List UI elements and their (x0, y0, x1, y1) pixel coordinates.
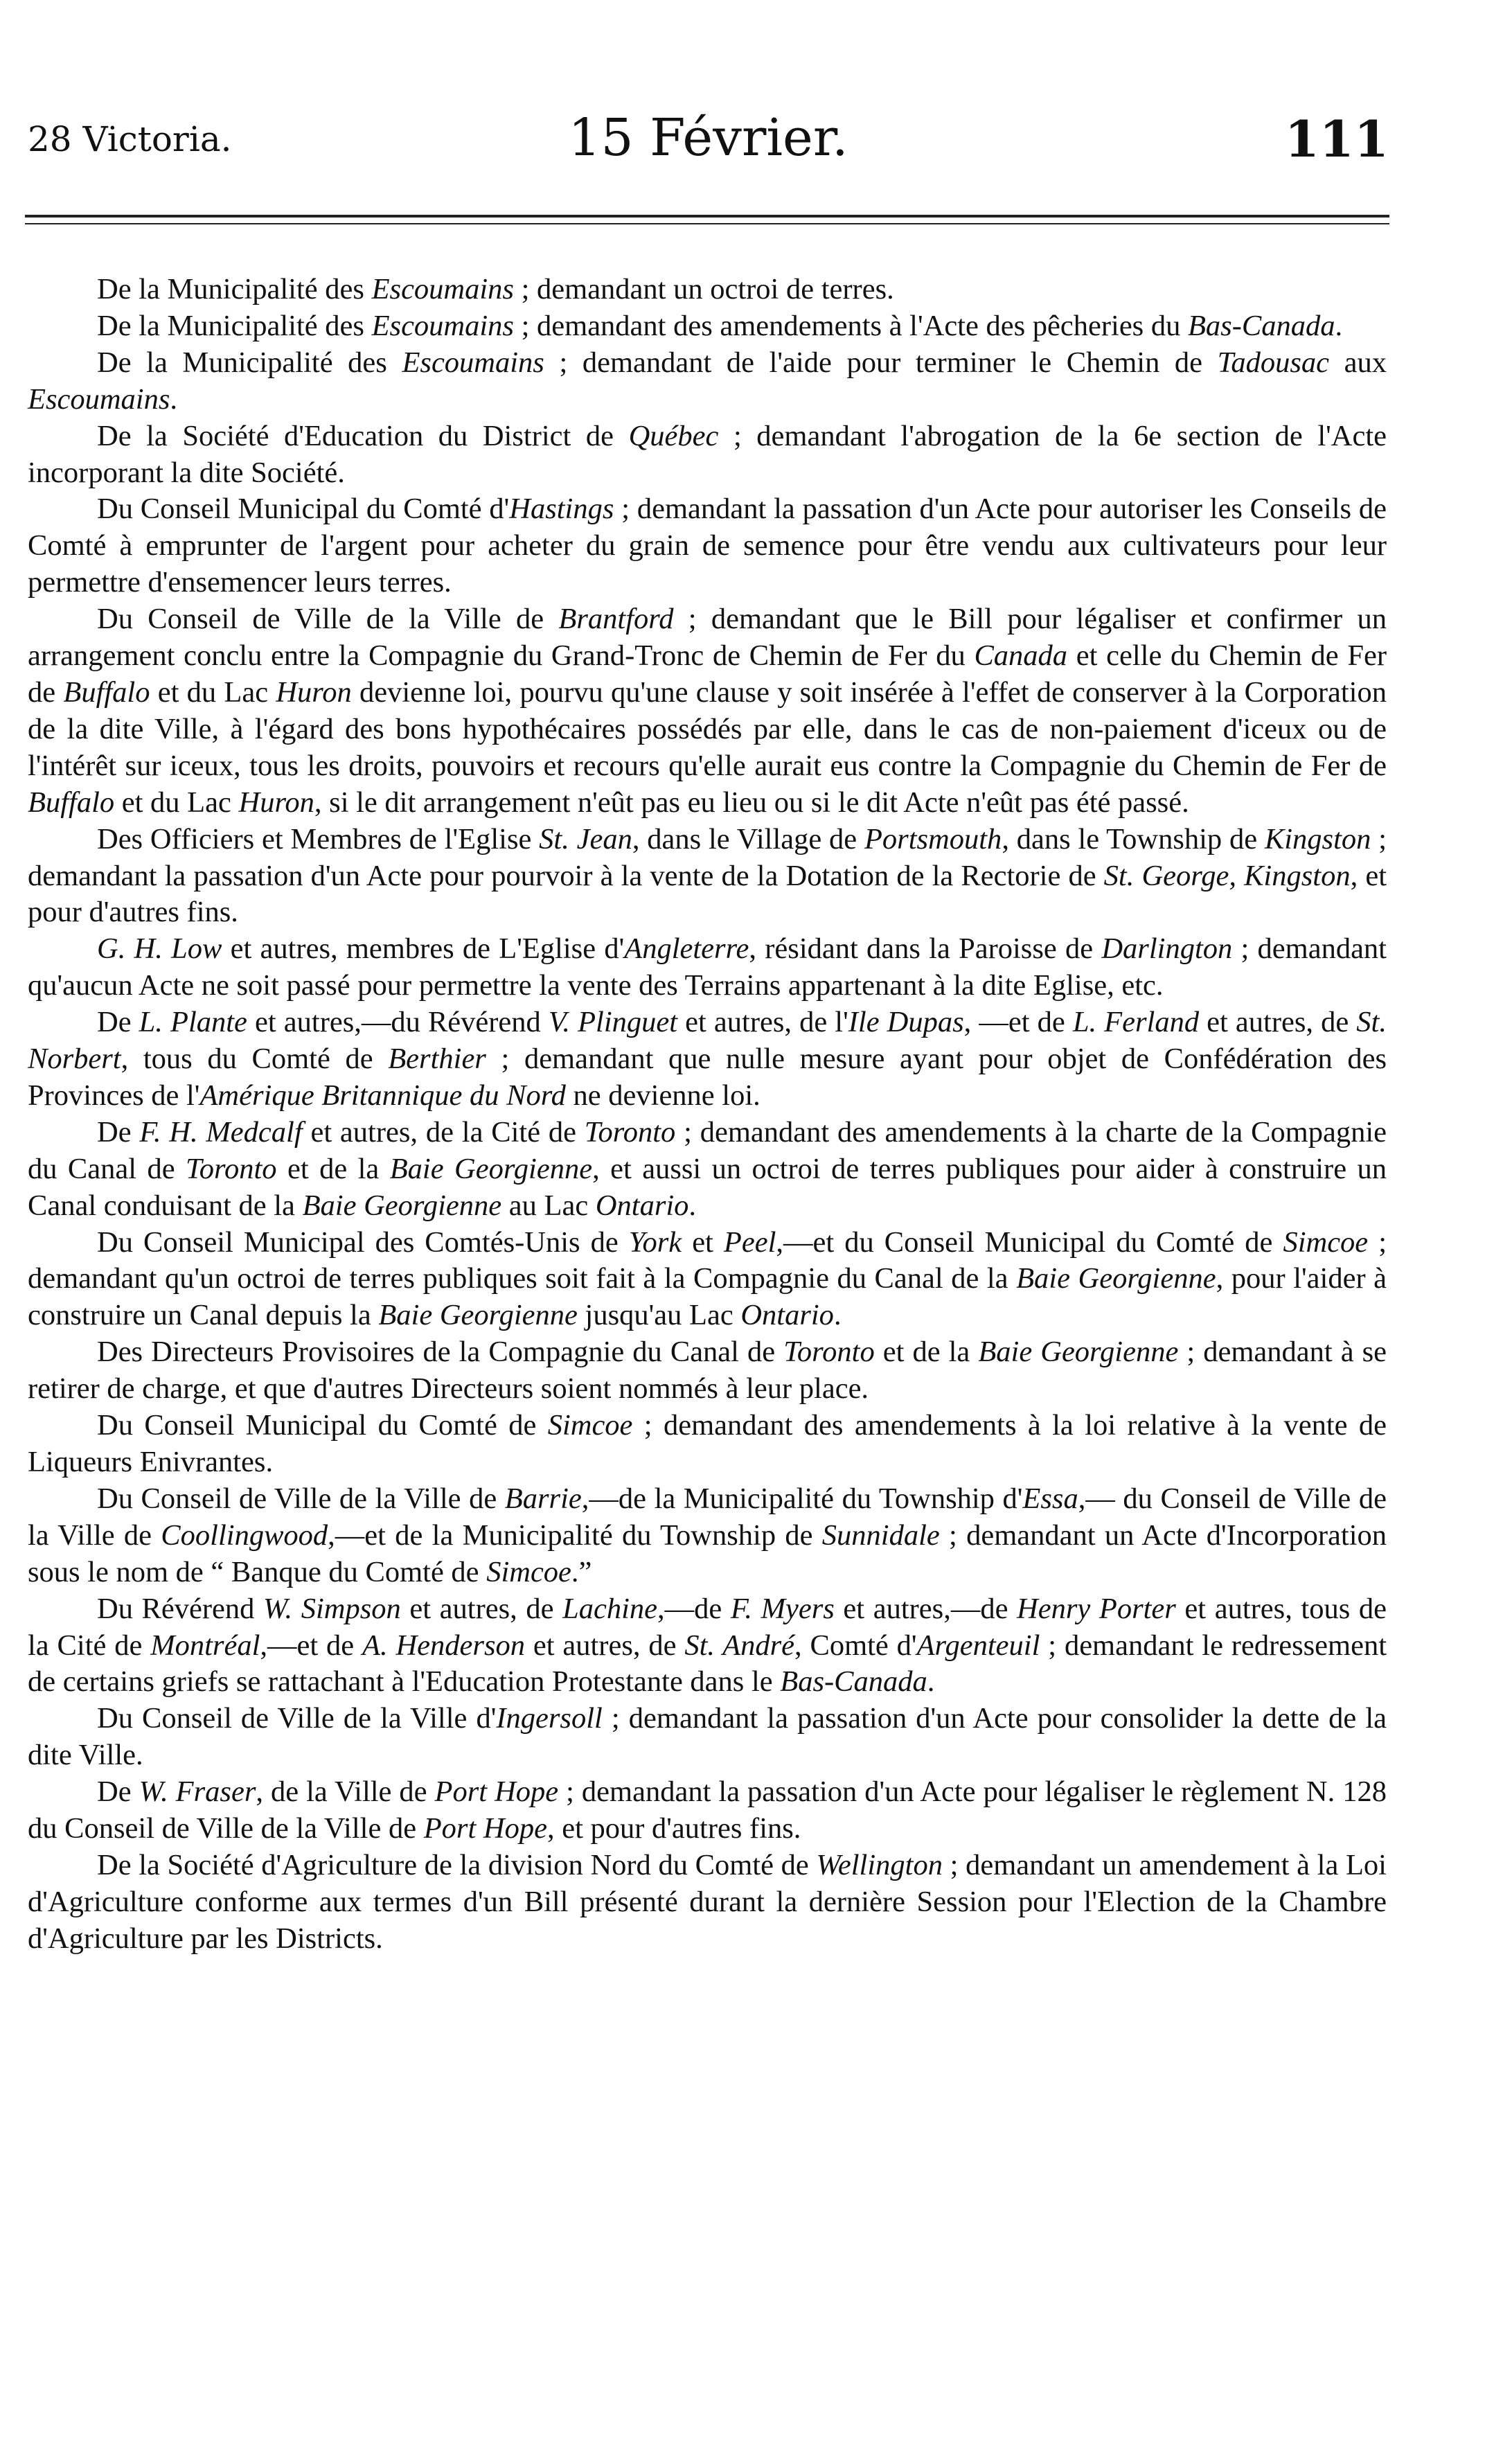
petition-paragraph (28, 1774, 1387, 1847)
text-run: ; demandant des amendements à la charte de la Compagnie du Canal de (28, 1115, 1387, 1185)
italic-name: Henry Porter (1017, 1592, 1176, 1625)
text-run: De la Municipalité des (97, 273, 372, 305)
text-run: ,—de (657, 1592, 731, 1625)
italic-name: Berthier (388, 1043, 486, 1076)
italic-name: Buffalo (28, 786, 115, 819)
text-run: devienne loi, pourvu qu'une clause y soit insérée à l'effet de conserver à la Corporation de la dite Ville, à l'égard des bons hypothécaires possédés par elle, dans le cas de non-paiement d'iceux ou de l'intérêt sur iceux, tous les droits, pouvoirs et recours qu'elle aurait eus contre la Compagnie du Chemin de Fer de (28, 675, 1387, 782)
text-run: et de la (874, 1336, 979, 1369)
text-run: .” (571, 1555, 592, 1588)
text-run: . (1335, 309, 1343, 342)
italic-name: Bas-Canada (780, 1665, 927, 1699)
italic-name: Wellington (816, 1848, 943, 1881)
italic-name: Huron (238, 786, 314, 819)
text-run: et autres, de la Cité de (302, 1115, 585, 1149)
italic-name: A. Henderson (362, 1629, 525, 1662)
italic-name: Baie Georgienne (978, 1336, 1179, 1369)
header-rule-thick (25, 215, 1389, 218)
petition-paragraph (28, 601, 1387, 821)
text-run: ; demandant un Acte d'Incorporation sous le nom de “ Banque du Comté de (28, 1518, 1387, 1588)
text-run: et autres, de l' (677, 1006, 848, 1039)
running-header (28, 104, 1389, 173)
italic-name: Toronto (584, 1115, 676, 1149)
text-run: , dans le Township de (1002, 822, 1265, 856)
text-run: , pour l'aider à construire un Canal depuis la (28, 1262, 1387, 1332)
text-run: ; demandant un octroi de terres. (513, 273, 894, 305)
page-number: 111 (1284, 109, 1389, 168)
text-run: Du Révérend (97, 1592, 263, 1625)
text-run: Des Officiers et Membres de l'Eglise (97, 822, 540, 856)
text-run: Du Conseil de Ville de la Ville de (97, 603, 559, 636)
text-run: , si le dit arrangement n'eût pas eu lieu ou si le dit Acte n'eût pas été passé. (314, 786, 1189, 819)
text-run: et du Lac (114, 786, 239, 819)
italic-name: Baie Georgienne (1016, 1262, 1216, 1295)
petition-paragraph (28, 1481, 1387, 1591)
text-run: ; demandant qu'un octroi de terres publiques soit fait à la Compagnie du Canal de la (28, 1225, 1387, 1295)
petitions-list (28, 272, 1387, 1958)
petition-paragraph (28, 1004, 1387, 1115)
italic-name: St. Norbert (28, 1006, 1387, 1076)
italic-name: Québec (628, 419, 719, 452)
italic-name: St. Jean (539, 822, 632, 856)
petition-paragraph (28, 272, 1387, 308)
italic-name: Tadousac (1217, 346, 1330, 379)
regnal-year: 28 Victoria. (28, 119, 232, 159)
italic-name: Canada (974, 639, 1068, 673)
text-run: , —et de (963, 1006, 1073, 1039)
text-run: Du Conseil de Ville de la Ville de (97, 1482, 505, 1515)
text-run: et autres, membres de L'Eglise d' (222, 932, 625, 966)
text-run: ne devienne loi. (565, 1079, 761, 1112)
text-run: . (170, 382, 178, 416)
text-run: ; demandant la passation d'un Acte pour pourvoir à la vente de la Dotation de la Rectorie de (28, 822, 1387, 892)
text-run: ; demandant que nulle mesure ayant pour objet de Confédération des Provinces de l' (28, 1043, 1387, 1112)
text-run: ; demandant que le Bill pour légaliser et confirmer un arrangement conclu entre la Compagnie du Grand-Tronc de Chemin de Fer du (28, 603, 1387, 673)
text-run: ; demandant des amendements à l'Acte des pêcheries du (513, 309, 1188, 342)
italic-name: W. Simpson (263, 1592, 401, 1625)
text-run: Du Conseil Municipal du Comté d' (97, 493, 510, 526)
text-run: . (927, 1665, 935, 1699)
italic-name: Bas-Canada (1187, 309, 1335, 342)
italic-name: Hastings (509, 493, 614, 526)
text-run: Du Conseil Municipal du Comté de (97, 1409, 548, 1442)
session-date: 15 Février. (568, 108, 848, 168)
text-run: , résidant dans la Paroisse de (749, 932, 1102, 966)
text-run: et de la (276, 1152, 390, 1185)
text-run: . (833, 1299, 842, 1332)
petition-paragraph (28, 418, 1387, 492)
text-run: De (97, 1115, 140, 1149)
italic-name: Lachine (562, 1592, 658, 1625)
italic-name: Port Hope (423, 1812, 547, 1845)
italic-name: Baie Georgienne (302, 1189, 502, 1222)
italic-name: L. Ferland (1072, 1006, 1200, 1039)
italic-name: V. Plinguet (548, 1006, 678, 1039)
italic-name: Essa (1022, 1482, 1078, 1515)
italic-name: Kingston (1264, 822, 1371, 856)
petition-paragraph (28, 491, 1387, 601)
text-run: , et aussi un octroi de terres publiques pour aider à construire un Canal conduisant de la (28, 1152, 1387, 1222)
text-run: aux (1329, 346, 1387, 379)
text-run: De la Municipalité des (97, 346, 402, 379)
italic-name: Huron (276, 675, 352, 709)
italic-name: Montréal (150, 1629, 260, 1662)
petition-paragraph (28, 1225, 1387, 1335)
petition-paragraph (28, 822, 1387, 932)
italic-name: Argenteuil (916, 1629, 1040, 1662)
italic-name: Toronto (186, 1152, 277, 1185)
italic-name: Brantford (558, 603, 674, 636)
text-run: jusqu'au Lac (577, 1299, 741, 1332)
text-run: et autres, de (400, 1592, 563, 1625)
petition-paragraph (28, 345, 1387, 418)
italic-name: F. Myers (730, 1592, 835, 1625)
italic-name: St. George, Kingston (1103, 859, 1351, 892)
text-run: et (682, 1225, 724, 1259)
text-run: et autres,—de (834, 1592, 1017, 1625)
italic-name: W. Fraser (139, 1775, 256, 1809)
text-run: De (97, 1006, 139, 1039)
italic-name: Escoumains (371, 273, 514, 305)
italic-name: Peel (723, 1225, 776, 1259)
italic-name: L. Plante (139, 1006, 247, 1039)
text-run: ,—de la Municipalité du Township d' (581, 1482, 1023, 1515)
text-run: au Lac (501, 1189, 596, 1222)
petition-paragraph (28, 931, 1387, 1004)
italic-name: St. André (684, 1629, 794, 1662)
italic-name: Escoumains (28, 382, 170, 416)
text-run: ; demandant de l'aide pour terminer le Chemin de (544, 346, 1218, 379)
petition-paragraph (28, 1115, 1387, 1225)
italic-name: Buffalo (63, 675, 150, 709)
text-run: Du Conseil Municipal des Comtés-Unis de (97, 1225, 629, 1259)
text-run: ; demandant l'abrogation de la 6e section de l'Acte incorporant la dite Société. (28, 419, 1387, 489)
text-run: , et pour d'autres fins. (546, 1812, 801, 1845)
text-run: , de la Ville de (256, 1775, 435, 1809)
text-run: , Comté d' (794, 1629, 917, 1662)
petition-paragraph (28, 308, 1387, 345)
text-run: et autres, tous de la Cité de (28, 1592, 1387, 1662)
text-run: De la Municipalité des (97, 309, 372, 342)
petition-paragraph (28, 1591, 1387, 1701)
text-run: ; demandant qu'aucun Acte ne soit passé pour permettre la vente des Terrains appartenant à la dite Eglise, etc. (28, 932, 1387, 1002)
text-run: et celle du Chemin de Fer de (28, 639, 1387, 709)
italic-name: Amérique Britannique du Nord (199, 1079, 566, 1112)
italic-name: Baie Georgienne (389, 1152, 593, 1185)
text-run: ,—et de (260, 1629, 363, 1662)
italic-name: Coollingwood (161, 1518, 328, 1552)
italic-name: Port Hope (434, 1775, 559, 1809)
italic-name: Barrie (504, 1482, 582, 1515)
petition-paragraph (28, 1408, 1387, 1481)
text-run: Des Directeurs Provisoires de la Compagnie du Canal de (97, 1336, 784, 1369)
text-run: , tous du Comté de (121, 1043, 389, 1076)
text-run: ; demandant la passation d'un Acte pour autoriser les Conseils de Comté à emprunter de l'argent pour acheter du grain de semence pour être vendu aux cultivateurs pour leur permettre d'ensemencer leurs terres. (28, 493, 1387, 599)
italic-name: Darlington (1101, 932, 1233, 966)
text-run: ; demandant des amendements à la loi relative à la vente de Liqueurs Enivrantes. (28, 1409, 1387, 1478)
italic-name: F. H. Medcalf (139, 1115, 303, 1149)
text-run: . (688, 1189, 697, 1222)
italic-name: Ile Dupas (848, 1006, 964, 1039)
text-run: et autres, de (1199, 1006, 1357, 1039)
italic-name: Ingersoll (496, 1702, 603, 1735)
text-run: ; demandant le redressement de certains griefs se rattachant à l'Education Protestante dans le (28, 1629, 1387, 1699)
text-run: Du Conseil de Ville de la Ville d' (97, 1702, 497, 1735)
italic-name: Sunnidale (821, 1518, 940, 1552)
text-run: ; demandant la passation d'un Acte pour consolider la dette de la dite Ville. (28, 1702, 1387, 1772)
text-run: ; demandant la passation d'un Acte pour légaliser le règlement N. 128 du Conseil de Ville de la Ville de (28, 1775, 1387, 1845)
text-run: et autres, de (524, 1629, 685, 1662)
italic-name: Simcoe (486, 1555, 571, 1588)
italic-name: Toronto (783, 1336, 875, 1369)
text-run: ; demandant un amendement à la Loi d'Agriculture conforme aux termes d'un Bill présenté durant la dernière Session pour l'Election de la Chambre d'Agriculture par les Districts. (28, 1848, 1387, 1955)
italic-name: Escoumains (402, 346, 544, 379)
italic-name: York (628, 1225, 682, 1259)
text-run: et autres,—du Révérend (247, 1006, 549, 1039)
italic-name: Ontario (595, 1189, 689, 1222)
text-run: , et pour d'autres fins. (28, 859, 1387, 929)
text-run: ; demandant à se retirer de charge, et que d'autres Directeurs soient nommés à leur place. (28, 1336, 1387, 1406)
petition-paragraph (28, 1847, 1387, 1958)
text-run: De la Société d'Agriculture de la division Nord du Comté de (97, 1848, 817, 1881)
italic-name: Baie Georgienne (378, 1299, 578, 1332)
text-run: De la Société d'Education du District de (97, 419, 629, 452)
header-rule-thin (25, 223, 1389, 224)
italic-name: Escoumains (371, 309, 514, 342)
text-run: et du Lac (150, 675, 276, 709)
text-run: , dans le Village de (632, 822, 864, 856)
text-run: De (97, 1775, 139, 1809)
italic-name: Angleterre (624, 932, 749, 966)
petition-paragraph (28, 1701, 1387, 1774)
italic-name: Simcoe (547, 1409, 633, 1442)
italic-name: Ontario (740, 1299, 834, 1332)
text-run: ,— du Conseil de Ville de la Ville de (28, 1482, 1387, 1552)
text-run: ,—et de la Municipalité du Township de (328, 1518, 822, 1552)
petition-paragraph (28, 1334, 1387, 1408)
italic-name: G. H. Low (97, 932, 222, 966)
text-run: ,—et du Conseil Municipal du Comté de (776, 1225, 1283, 1259)
italic-name: Simcoe (1283, 1225, 1369, 1259)
italic-name: Portsmouth (864, 822, 1002, 856)
